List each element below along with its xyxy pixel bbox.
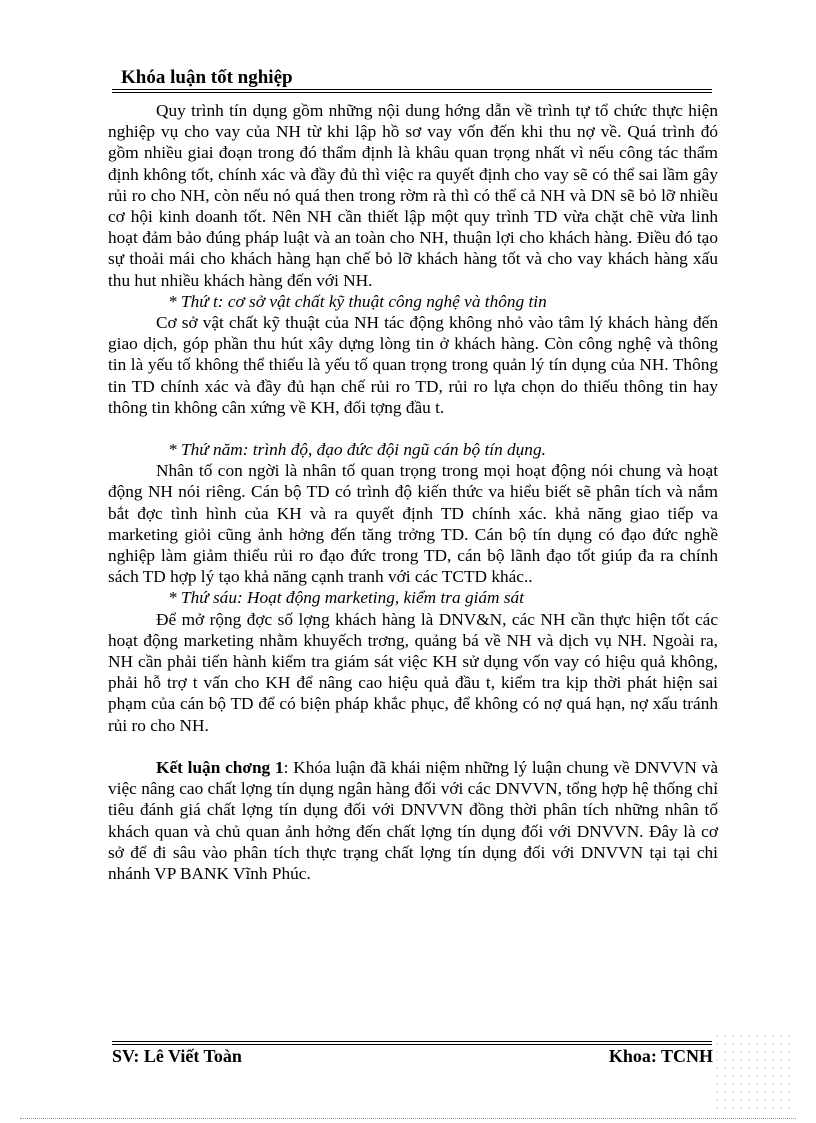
paragraph-chapter-conclusion <box>108 757 718 884</box>
paragraph-marketing: Để mở rộng đợc số lợng khách hàng là DNV&N, các NH cần thực hiện tốt các hoạt động marketing nhằm khuyếch trơng, quảng bá về NH và dịch vụ NH. Ngoài ra, NH cần phải tiến hành kiểm tra giám sát việc KH sử dụng vốn vay có hiệu quả không, phải hỗ trợ t vấn cho KH để nâng cao hiệu quả đầu t, kiểm tra kịp thời phát hiện sai phạm của cán bộ TD để có biện pháp khắc phục, để không có nợ quá hạn, nợ xấu tránh rủi ro cho NH. <box>108 609 718 735</box>
conclusion-label: Kết luận chơng 1 <box>156 757 284 777</box>
footer-faculty: Khoa: TCNH <box>608 1046 713 1066</box>
heading-sixth-factor: * Thứ sáu: Hoạt động marketing, kiểm tra giám sát <box>168 588 524 608</box>
paragraph-credit-process: Quy trình tín dụng gồm những nội dung hớng dẫn về trình tự tổ chức thực hiện nghiệp vụ cho vay của NH từ khi lập hồ sơ vay vốn đến khi thu nợ về. Quá trình đó gồm nhiều giai đoạn trong đó thẩm định là khâu quan trọng nhất vì nếu công tác thẩm định không tốt, chính xác và đầy đủ thì việc ra quyết định cho vay sẽ có thể sai lầm gây rủi ro cho NH, còn nếu nó quá then trong rờm rà thì có thể cả NH và DN sẽ bỏ lỡ nhiều cơ hội kinh doanh tốt. Nên NH cần thiết lập một quy trình TD vừa chặt chẽ vừa linh hoạt đảm bảo đúng pháp luật và an toàn cho NH, thuận lợi cho khách hàng. Điều đó tạo sự thoải mái cho khách hàng hạn chế bỏ lỡ khách hàng tốt và cho vay khách hàng xấu thu hut nhiều khách hàng đến với NH. <box>108 101 718 290</box>
page-bottom-border <box>20 1118 796 1119</box>
body-text <box>108 100 718 884</box>
conclusion-text: : Khóa luận đã khái niệm những lý luận chung về DNVVN và việc nâng cao chất lợng tín dụng ngân hàng đối với các DNVVN, tổng hợp hệ thống chỉ tiêu đánh giá chất lợng tín dụng đối với DNVVN đồng thời phân tích những nhân tố khách quan và chủ quan ảnh hởng đến chất lợng tín dụng đối với DNVVN. Đây là cơ sở để đi sâu vào phân tích thực trạng chất lợng tín dụng đối với DNVVN tại tại chi nhánh VP BANK Vĩnh Phúc. <box>108 757 718 883</box>
paragraph-infrastructure: Cơ sở vật chất kỹ thuật của NH tác động không nhỏ vào tâm lý khách hàng đến giao dịch, góp phần thu hút xây dựng lòng tin ở khách hàng. Còn công nghệ và thông tin là yếu tố không thể thiếu là yếu tố quan trọng trong quản lý tín dụng của NH. Thông tin TD chính xác và đầy đủ hạn chế rủi ro TD, rủi ro lựa chọn do thiếu thông tin hay thông tin không cân xứng về KH, đối tợng đầu t. <box>108 313 718 417</box>
header-divider <box>112 89 712 93</box>
paragraph-human-factor: Nhân tố con ngời là nhân tố quan trọng trong mọi hoạt động nói chung và hoạt động NH nói riêng. Cán bộ TD có trình độ kiến thức va hiểu biết sẽ phân tích và nắm bắt đợc tình hình của KH và ra quyết định TD chính xác. khả năng giao tiếp va marketing giỏi cũng ảnh hởng đến tăng trởng TD. Cán bộ tín dụng có đạo đức nghề nghiệp làm giảm thiểu rủi ro đạo đức trong TD, cán bộ lãnh đạo tốt giúp đa ra chính sách TD hợp lý tạo khả năng cạnh tranh với các TCTD khác.. <box>108 461 718 587</box>
corner-dot-pattern <box>713 1032 793 1112</box>
heading-fifth-factor: * Thứ năm: trình độ, đạo đức đội ngũ cán bộ tín dụng. <box>168 440 546 460</box>
footer-student-name: SV: Lê Viết Toàn <box>112 1046 242 1066</box>
spacer <box>108 736 718 757</box>
heading-fourth-factor: * Thứ t: cơ sở vật chất kỹ thuật công nghệ và thông tin <box>168 291 547 311</box>
page-header-title: Khóa luận tốt nghiệp <box>121 67 293 88</box>
spacer <box>108 418 718 439</box>
